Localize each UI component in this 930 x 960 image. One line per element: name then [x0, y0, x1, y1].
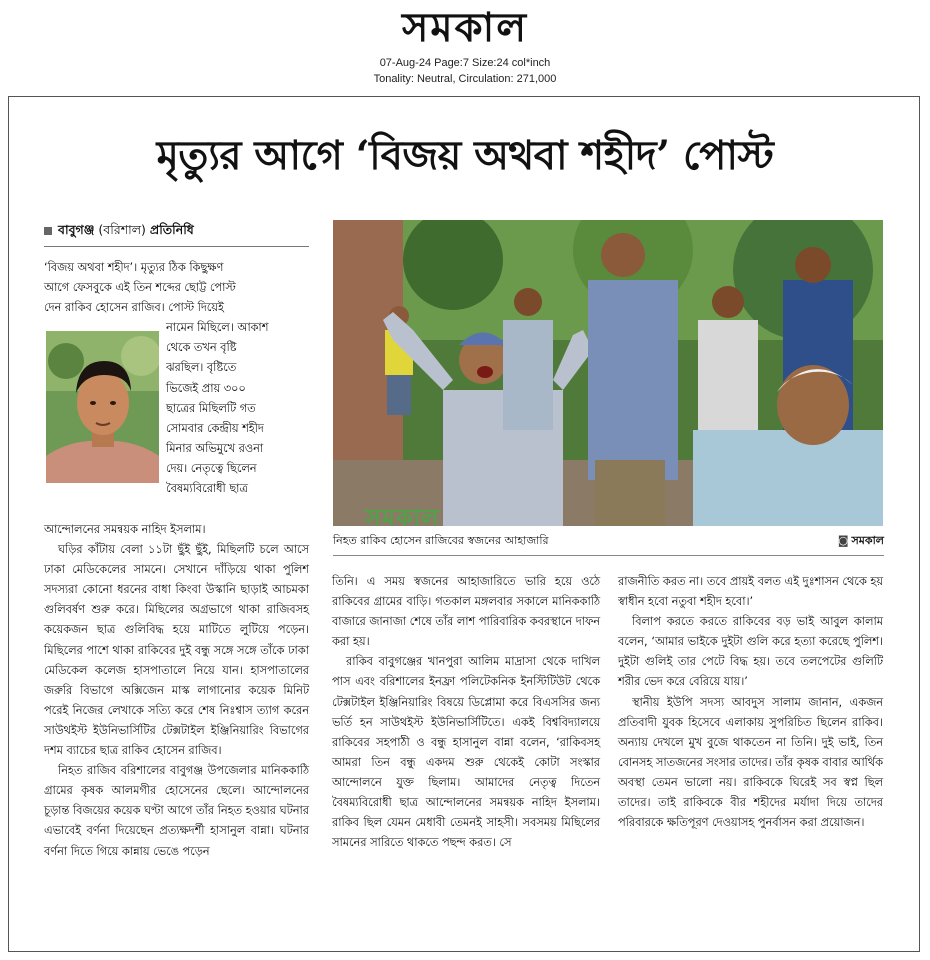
intro-line: দেন রাকিব হোসেন রাজিব। পোস্ট দিয়েই [44, 301, 224, 315]
text-line: দেয়। নেতৃত্বে ছিলেন [166, 461, 257, 475]
photo-caption: নিহত রাকিব হোসেন রাজিবের স্বজনের আহাজারি [333, 534, 549, 547]
newspaper-logo: সমকাল [401, 3, 529, 51]
camera-icon: ◙ [837, 534, 849, 547]
text-line: ভিজেই প্রায় ৩০০ [166, 381, 246, 395]
article-headline: মৃত্যুর আগে ‘বিজয় অথবা শহীদ’ পোস্ট [156, 132, 774, 179]
text-line: ঝরছিল। বৃষ্টিতে [166, 361, 237, 375]
intro-line: আগে ফেসবুকে এই তিন শব্দের ছোট্ট পোস্ট [44, 281, 236, 295]
text-line: সোমবার কেন্দ্রীয় শহীদ [166, 421, 264, 435]
photo-credit-label: সমকাল [851, 534, 884, 547]
portrait-photo [46, 331, 159, 483]
paragraph: আন্দোলনের সমন্বয়ক নাহিদ ইসলাম। [44, 523, 206, 536]
publication-meta: 07-Aug-24 Page:7 Size:24 col*inch [379, 57, 551, 69]
text-line: থেকে তখন বৃষ্টি [166, 341, 237, 355]
text-line: ছাত্রের মিছিলটি গত [166, 401, 256, 415]
byline-square-icon [44, 227, 52, 235]
paragraph: রাজনীতি করত না। তবে প্রায়ই বলত এই দুঃশাসন থেকে হয় স্বাধীন হবো নতুবা শহীদ হবো।’ [618, 575, 883, 609]
text-line: নামেন মিছিলে। আকাশ [166, 321, 269, 335]
photo-watermark: সমকাল [365, 503, 440, 526]
column-3-text [618, 572, 883, 833]
paragraph: বিলাপ করতে করতে রাকিবের বড় ভাই আবুল কালাম বলেন, ‘আমার ভাইকে দুইটা গুলি করে হত্যা করেছে পুলিশ। দুইটা গুলিই তার পেটে বিদ্ধ হয়। তবে তলপেটের গুলিটি শরীর ভেদ করে বেরিয়ে যায়।’ [618, 615, 883, 689]
byline-district: (বরিশাল) [98, 222, 146, 237]
paragraph: ঘড়ির কাঁটায় বেলা ১১টা ছুঁই ছুঁই, মিছিলটি চলে আসে ঢাকা মেডিকেলের সামনে। সেখানে দাঁড়িয়ে থাকা পুলিশ সদস্যরা কোনো ধরনের বাধা কিংবা উস্কানি ছাড়াই আচমকা গুলিবর্ষণ শুরু করে। মিছিলের অগ্রভাগে থাকা রাজিবসহ কয়েকজন ছাত্র গুলিবিদ্ধ হয়ে মাটিতে লুটিয়ে পড়েন। মিছিলের পাশে থাকা রাকিবের দুই বন্ধু সঙ্গে সঙ্গে তাঁকে ঢাকা মেডিকেল কলেজ হাসপাতালে নিয়ে যান। হাসপাতালের জরুরি বিভাগে অক্সিজেন মাস্ক লাগানোর কয়েক মিনিট পরেই নিজের লেখাকে সত্যি করে শেষ নিঃশ্বাস ত্যাগ করেন সাউথইস্ট ইউনিভার্সিটির টেক্সটাইল ইঞ্জিনিয়ারিং বিভাগের দশম ব্যাচের ছাত্র রাকিব হোসেন রাজিব। [44, 543, 309, 758]
photo-credit [812, 533, 884, 549]
intro-line: ‘বিজয় অথবা শহীদ’। মৃত্যুর ঠিক কিছুক্ষণ [44, 261, 224, 274]
byline-place: বাবুগঞ্জ [58, 222, 95, 237]
paragraph: রাকিব বাবুগঞ্জের খানপুরা আলিম মাদ্রাসা থেকে দাখিল পাস এবং বরিশালের ইনফ্রা পলিটেকনিক ইনস্টিটিউট থেকে টেক্সটাইল ইঞ্জিনিয়ারিং বিষয়ে ডিপ্লোমা করে বিএসসির জন্য ভর্তি হন সাউথইস্ট ইউনিভার্সিটিতে। একই বিশ্ববিদ্যালয়ে রাকিবের সহপাঠী ও বন্ধু হাসানুল বান্না বলেন, ‘রাকিবসহ আমরা তিন বন্ধু একদম শুরু থেকেই কোটা সংস্কার আন্দোলনে যুক্ত ছিলাম। আমাদের নেতৃত্ব দিতেন বৈষম্যবিরোধী ছাত্র আন্দোলনের সমন্বয়ক নাহিদ ইসলাম। রাকিব ছিল যেমন মেধাবী তেমনই সাহসী। সবসময় মিছিলের সামনের সারিতে থাকতে পছন্দ করত। সে [332, 655, 600, 850]
caption-divider [333, 555, 884, 556]
text-line: মিনার অভিমুখে রওনা [166, 441, 264, 455]
paragraph: স্থানীয় ইউপি সদস্য আবদুস সালাম জানান, একজন প্রতিবাদী যুবক হিসেবে এলাকায় সুপরিচিত ছিলেন রাকিব। অন্যায় দেখলে মুখ বুজে থাকতেন না তিনি। দুই ভাই, তিন বোনসহ সাতজনের সংসার তাদের। তাঁর কৃষক বাবার আর্থিক অবস্থা তেমন ভালো নয়। রাকিবকে ঘিরেই সব স্বপ্ন ছিল তাদের। তাই রাকিবকে বীর শহীদের মর্যাদা দিয়ে তাদের পরিবারকে ক্ষতিপূরণ দেওয়াসহ পুনর্বাসন করা প্রয়োজন। [618, 695, 883, 830]
text-line: বৈষম্যবিরোধী ছাত্র [166, 482, 248, 496]
paragraph: তিনি। এ সময় স্বজনের আহাজারিতে ভারি হয়ে ওঠে রাকিবের গ্রামের বাড়ি। গতকাল মঙ্গলবার সকালে মানিককাঠি বাজারে জানাজা শেষে তাঁর লাশ পারিবারিক কবরস্থানে দাফন করা হয়। [332, 575, 600, 649]
tonality-meta: Tonality: Neutral, Circulation: 271,000 [373, 73, 557, 85]
paragraph: নিহত রাজিব বরিশালের বাবুগঞ্জ উপজেলার মানিককাঠি গ্রামের কৃষক আলমগীর হোসেনের ছেলে। আন্দোলনের চূড়ান্ত বিজয়ের কয়েক ঘণ্টা আগে তাঁর নিহত হওয়ার ঘটনার এভাবেই বর্ণনা দিয়েছেন প্রত্যক্ষদর্শী হাসানুল বান্না। ঘটনার বর্ণনা দিতে গিয়ে কান্নায় ভেঙে পড়েন [44, 764, 309, 858]
column-2-text [332, 572, 600, 853]
byline-role: প্রতিনিধি [149, 222, 194, 237]
column-1-text [44, 520, 309, 862]
byline [44, 219, 309, 241]
main-photo [333, 220, 883, 526]
byline-rule [44, 246, 309, 247]
